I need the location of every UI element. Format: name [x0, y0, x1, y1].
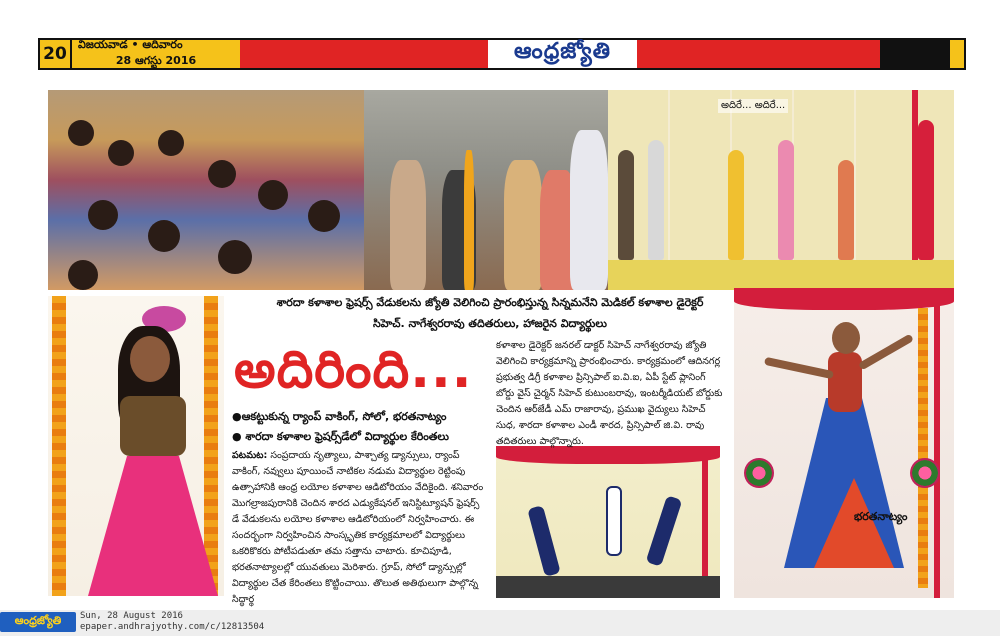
photo-caption [230, 292, 750, 334]
photo-audience [48, 90, 364, 290]
header-black-block [880, 38, 948, 70]
page-header [38, 38, 966, 70]
page-number: 20 [38, 38, 72, 70]
bharatanatyam-label: భరతనాట్యం [854, 510, 908, 523]
article-body-col2: కళాశాల డైరెక్టర్ జనరల్ డాక్టర్ సిహెచ్ నాగేశ్వరరావు జ్యోతి వెలిగించి కార్యక్రమాన్ని ప్రారంభించారు. కార్యక్రమంలో ఆదినగర్ల ప్రభుత్వ డిగ్రీ కళాశాల ప్రిన్సిపాల్ ఐ.వి.ఐ, ఏపీ స్టేట్ ప్లానింగ్ బోర్డు వైస్ చైర్మన్ సిహెచ్ కుటుంబరావు, ఇంటర్మీడియట్ బోర్డుకు చెందిన ఆర్‌జేడీ ఎమ్ రాజారావు, ప్రముఖ వైద్యులు సిహెచ్ సుధ, శారదా కళాశాల ఎండీ శారద, ప్రిన్సిపాల్ జి.వి. రావు తదితరులు పాల్గొన్నారు. [496, 340, 723, 447]
dance-photo-tag: అదిరే... అదిరే... [718, 99, 788, 113]
photo-ramp-walk [496, 446, 720, 598]
photo-bharatanatyam [734, 288, 954, 598]
article-bullet-2: ● శారదా కళాశాల ఫ్రెషర్స్‌డేలో విద్యార్థుల కేరింతలు [232, 430, 449, 443]
caption-line-2: సిహెచ్. నాగేశ్వరరావు తదితరులు, హాజరైన విద్యార్థులు [373, 317, 607, 330]
article-headline: అదిరింది... [234, 340, 473, 400]
photo-solo-performer [48, 296, 224, 596]
masthead-band [240, 38, 880, 70]
dateline [72, 38, 240, 70]
masthead-title: ఆంధ్రజ్యోతి [488, 40, 637, 68]
article-bullet-1: ●ఆకట్టుకున్న ర్యాంప్ వాకింగ్, సోలో, భరతనాట్యం [232, 410, 447, 423]
photo-lamp-lighting [364, 90, 608, 290]
footer-logo[interactable]: ఆంధ్రజ్యోతి [0, 612, 76, 632]
footer-url[interactable]: epaper.andhrajyothy.com/c/12813504 [80, 622, 265, 632]
footer-date: Sun, 28 August 2016 [80, 611, 183, 621]
photo-dance-stage [608, 90, 954, 290]
article-dateline: పటమట: [232, 450, 268, 461]
article-body-col1 [232, 448, 488, 608]
dateline-city-day: విజయవాడ • ఆదివారం [78, 38, 183, 51]
header-yellow-block [948, 38, 966, 70]
dateline-date: 28 ఆగస్టు 2016 [115, 54, 197, 67]
article-body-text: సంప్రదాయ నృత్యాలు, పాశ్చాత్య డ్యాన్సులు, ర్యాంప్ వాకింగ్, నవ్వులు పూయించే నాటికల నడుమ విద్యార్థుల రెట్టింపు ఉత్సాహానికి ఆంధ్ర లయోల కళాశాల ఆడిటోరియం వేదికైంది. శనివారం మొగల్రాజపురానికి చెందిన శారద ఎడ్యుకేషనల్ ఇనిస్టిట్యూషన్ ఫ్రెషర్స్ డే వేడుకలను లయోల కళాశాల ఆడిటోరియంలో నిర్వహించారు. ఈ సందర్భంగా నిర్వహించిన సాంస్కృతిక కార్యక్రమాలలో విద్యార్థులు ఒకరికొకరు పోటీపడుతూ తమ సత్తాను చాటారు. కూచిపూడి, భరతనాట్యాలల్లో యువతులు మెరిశారు. గ్రూప్, సోలో డ్యాన్సుల్లో విద్యార్థుల చేత కేరింతలు కొట్టించాయి. తొలుత అతిథులుగా పాల్గొన్న సిద్ధార్థ [232, 450, 484, 605]
caption-line-1: శారదా కళాశాల ఫ్రెషర్స్ వేడుకలను జ్యోతి వెలిగించి ప్రారంభిస్తున్న సిన్నమనేని మెడికల్ కళాశాల డైరెక్టర్ [276, 296, 704, 309]
